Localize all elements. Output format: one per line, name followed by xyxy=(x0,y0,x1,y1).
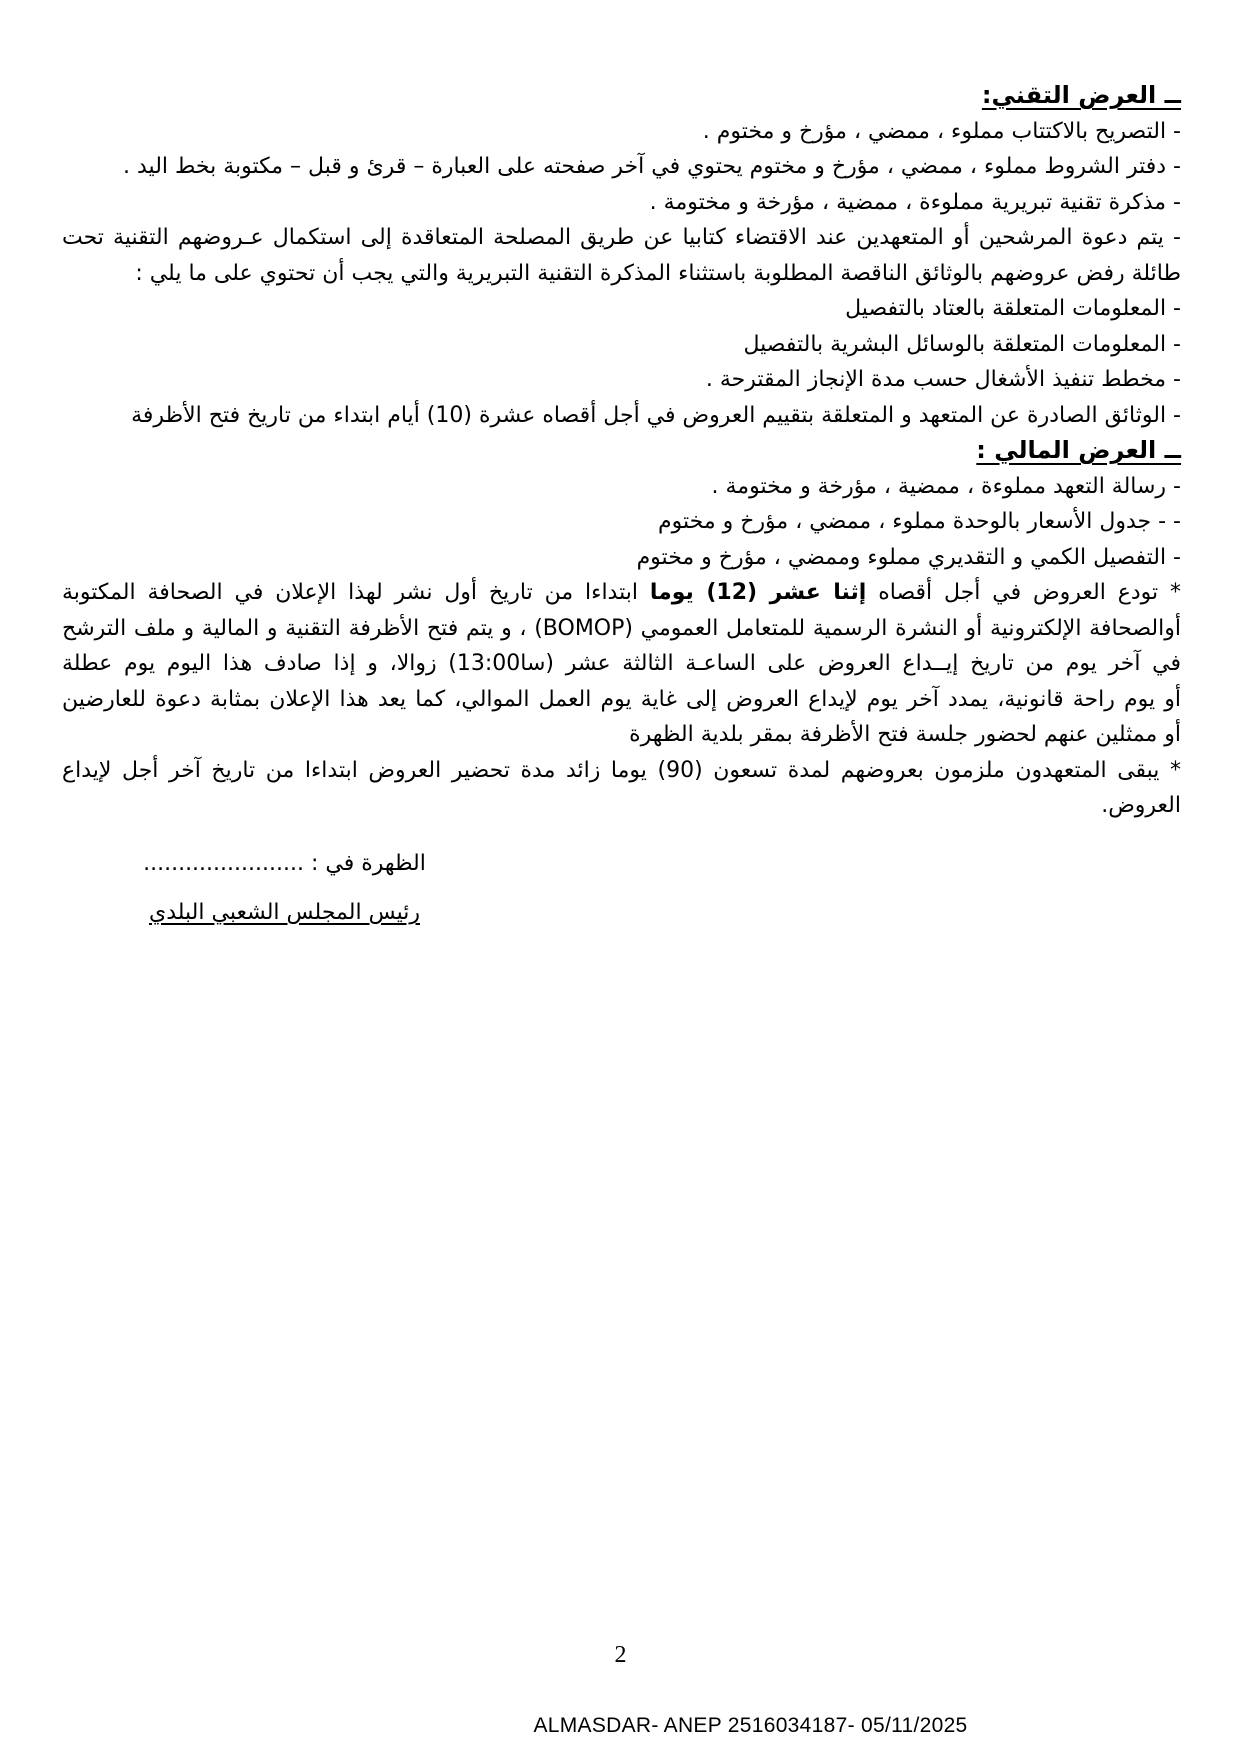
signature-place-date: الظهرة في : ....................... xyxy=(143,850,426,876)
paragraph-deposit-line-2: أوالصحافة الإلكترونية أو النشرة الرسمية للمتعامل العمومي (BOMOP) ، و يتم فتح الأظرفة التقنية و المالية و ملف الترشح xyxy=(62,615,1181,641)
list-item-cahier: - دفتر الشروط مملوء ، ممضي ، مؤرخ و مختوم يحتوي في آخر صفحته على العبارة – قرئ و قبل – مكتوبة بخط اليد . xyxy=(123,154,1181,179)
list-item-declaration: - التصريح بالاكتتاب مملوء ، ممضي ، مؤرخ و مختوم . xyxy=(702,118,1181,144)
list-item-commitment-letter: - رسالة التعهد مملوءة ، ممضية ، مؤرخة و مختومة . xyxy=(711,473,1181,499)
list-item-quantitative-detail: - التفصيل الكمي و التقديري مملوء وممضي ، مؤرخ و مختوم xyxy=(636,544,1181,570)
deposit-line-1-deadline: إثنا عشر (12) يوما xyxy=(649,580,867,605)
list-item-memo: - مذكرة تقنية تبريرية مملوءة ، ممضية ، مؤرخة و مختومة . xyxy=(649,189,1181,215)
paragraph-deposit-line-1 xyxy=(62,575,1181,611)
financial-offer-heading: ــ العرض المالي : xyxy=(976,436,1181,464)
paragraph-deposit-line-4: أو يوم راحة قانونية، يمدد آخر يوم لإيداع العروض إلى غاية يوم العمل الموالي، كما يعد هذا الإعلان بمثابة دعوة للعارضين xyxy=(62,686,1181,712)
deposit-line-1-post: ابتداءا من تاريخ أول نشر لهذا الإعلان في الصحافة المكتوبة xyxy=(62,580,650,605)
paragraph-validity-line-1: * يبقى المتعهدون ملزمون بعروضهم لمدة تسعون (90) يوما زائد مدة تحضير العروض ابتداءا من تاريخ آخر أجل لإيداع xyxy=(62,757,1182,783)
document-body xyxy=(62,78,1181,931)
sub-item-equipment: - المعلومات المتعلقة بالعتاد بالتفصيل xyxy=(845,296,1181,321)
signature-block xyxy=(62,846,507,931)
sub-item-human-resources: - المعلومات المتعلقة بالوسائل البشرية بالتفصيل xyxy=(743,331,1181,357)
paragraph-deposit-line-5: أو ممثلين عنهم لحضور جلسة فتح الأظرفة بمقر بلدية الظهرة xyxy=(629,722,1181,747)
paragraph-call-line-1: - يتم دعوة المرشحين أو المتعهدين عند الاقتضاء كتابيا عن طريق المصلحة المتعاقدة إلى استكمال عـروضهم التقنية تحت xyxy=(62,225,1181,250)
list-item-unit-prices: - - جدول الأسعار بالوحدة مملوء ، ممضي ، مؤرخ و مختوم xyxy=(658,509,1181,534)
paragraph-validity-line-2: العروض. xyxy=(1101,793,1181,818)
list-item-documents: - الوثائق الصادرة عن المتعهد و المتعلقة بتقييم العروض في أجل أقصاه عشرة (10) أيام ابتداء من تاريخ فتح الأظرفة xyxy=(131,402,1181,428)
signature-title: رئيس المجلس الشعبي البلدي xyxy=(148,900,420,925)
paragraph-deposit-line-3: في آخر يوم من تاريخ إيــداع العروض على الساعـة الثالثة عشر (سا13:00) زوالا، و إذا صادف هذا اليوم يوم عطلة xyxy=(62,651,1181,676)
technical-offer-heading: ــ العرض التقني: xyxy=(981,81,1181,109)
paragraph-call-line-2: طائلة رفض عروضهم بالوثائق الناقصة المطلوبة باستثناء المذكرة التقنية التبريرية والتي يجب أن تحتوي على ما يلي : xyxy=(135,260,1181,286)
sub-item-schedule: - مخطط تنفيذ الأشغال حسب مدة الإنجاز المقترحة . xyxy=(705,367,1181,392)
page-number: 2 xyxy=(614,1642,627,1668)
footer-reference: ALMASDAR- ANEP 2516034187- 05/11/2025 xyxy=(533,1714,968,1737)
deposit-line-1-pre: * تودع العروض في أجل أقصاه xyxy=(866,580,1181,605)
